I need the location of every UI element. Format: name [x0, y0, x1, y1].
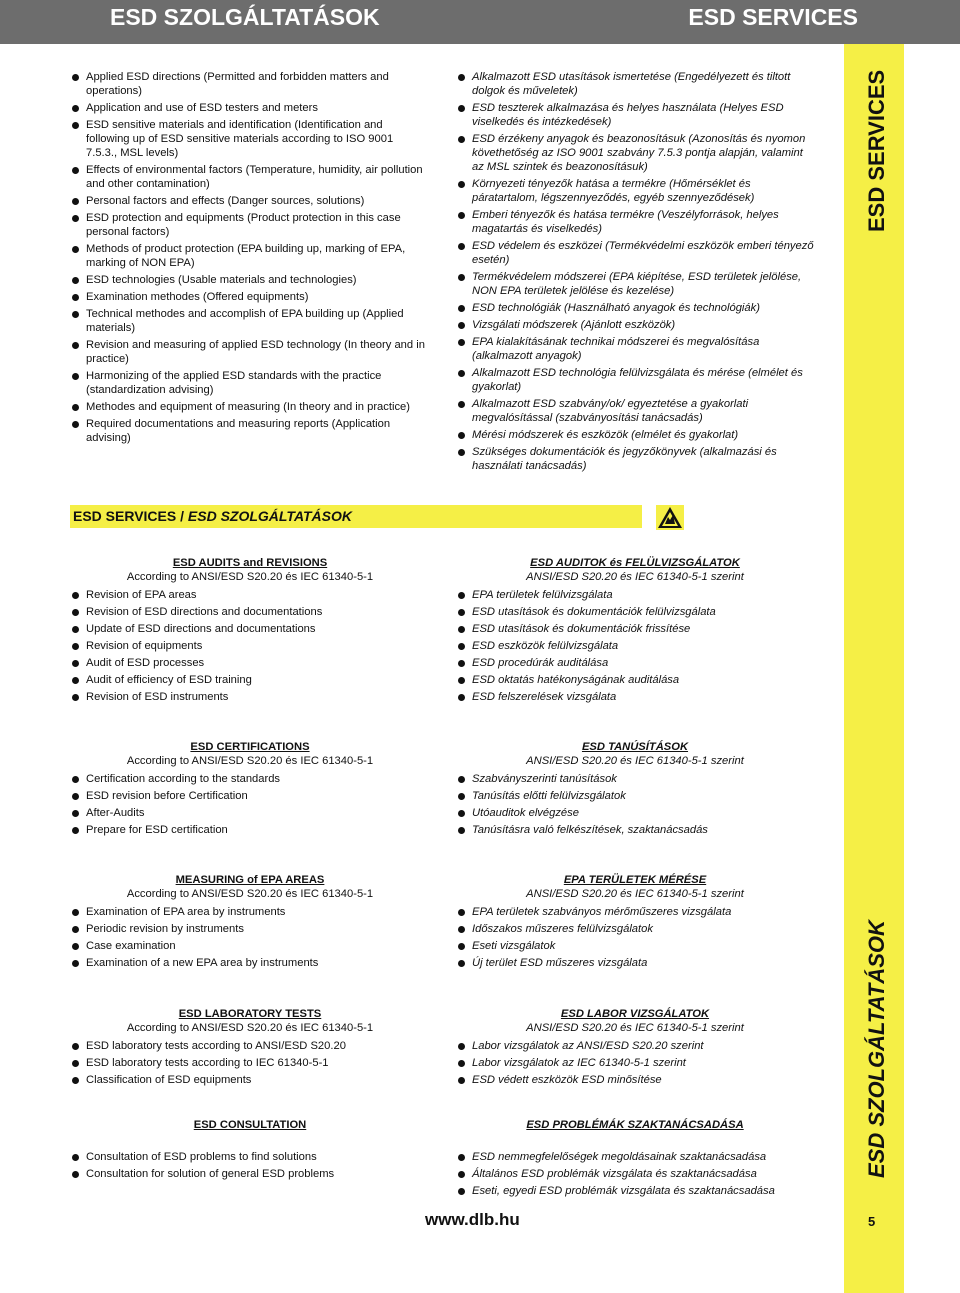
- section-subtitle: According to ANSI/ESD S20.20 és IEC 61340-5-1: [126, 755, 374, 767]
- list-item: Vizsgálati módszerek (Ajánlott eszközök): [456, 318, 814, 332]
- esd-warning-icon: [656, 505, 684, 530]
- list-item: Mérési módszerek és eszközök (elmélet és gyakorlat): [456, 428, 814, 442]
- list-item: Környezeti tényezők hatása a termékre (Hőmérséklet és páratartalom, légszennyeződés, egyéb szennyeződések): [456, 177, 814, 205]
- section-list: [70, 588, 430, 704]
- services-bar-title-hu: ESD SZOLGÁLTATÁSOK: [187, 508, 353, 524]
- list-item: Revision of EPA areas: [70, 588, 430, 602]
- list-item: Eseti, egyedi ESD problémák vizsgálata és szaktanácsadása: [456, 1184, 814, 1198]
- service-section: [70, 1007, 430, 1090]
- section-title: ESD CERTIFICATIONS: [190, 741, 310, 753]
- section-list: [456, 1039, 814, 1087]
- list-item: ESD védelem és eszközei (Termékvédelmi eszközök emberi tényező esetén): [456, 239, 814, 267]
- list-item: Technical methodes and accomplish of EPA building up (Applied materials): [70, 307, 425, 335]
- list-item: Általános ESD problémák vizsgálata és szaktanácsadása: [456, 1167, 814, 1181]
- section-title: EPA TERÜLETEK MÉRÉSE: [563, 874, 707, 886]
- list-item: After-Audits: [70, 806, 430, 820]
- list-item: ESD protection and equipments (Product protection in this case personal factors): [70, 211, 425, 239]
- service-section: [456, 556, 814, 707]
- section-title: ESD AUDITOK és FELÜLVIZSGÁLATOK: [530, 557, 740, 569]
- list-item: Update of ESD directions and documentations: [70, 622, 430, 636]
- section-list: [70, 1150, 430, 1181]
- list-item: ESD oktatás hatékonyságának auditálása: [456, 673, 814, 687]
- list-item: ESD laboratory tests according to IEC 61340-5-1: [70, 1056, 430, 1070]
- section-subtitle: ANSI/ESD S20.20 és IEC 61340-5-1 szerint: [526, 755, 744, 767]
- list-item: Revision of equipments: [70, 639, 430, 653]
- service-section: [70, 556, 430, 707]
- list-item: Effects of environmental factors (Temperature, humidity, air pollution and other contamination): [70, 163, 425, 191]
- intro-list-hu: [456, 70, 814, 476]
- section-list: [456, 905, 814, 970]
- list-item: Eseti vizsgálatok: [456, 939, 814, 953]
- list-item: Methodes and equipment of measuring (In theory and in practice): [70, 400, 425, 414]
- section-title: ESD AUDITS and REVISIONS: [172, 557, 328, 569]
- list-item: EPA kialakításának technikai módszerei és megvalósítása (alkalmazott anyagok): [456, 335, 814, 363]
- list-item: Revision of ESD instruments: [70, 690, 430, 704]
- list-item: Prepare for ESD certification: [70, 823, 430, 837]
- list-item: Emberi tényezők és hatása termékre (Veszélyforrások, helyes magatartás és viselkedés): [456, 208, 814, 236]
- section-title: ESD TANÚSÍTÁSOK: [581, 741, 689, 753]
- list-item: Tanúsítás előtti felülvizsgálatok: [456, 789, 814, 803]
- service-section: [70, 1118, 430, 1184]
- list-item: Examination methodes (Offered equipments): [70, 290, 425, 304]
- intro-list-en: [70, 70, 425, 448]
- list-item: Labor vizsgálatok az IEC 61340-5-1 szerint: [456, 1056, 814, 1070]
- list-item: Personal factors and effects (Danger sources, solutions): [70, 194, 425, 208]
- section-title: ESD LABORATORY TESTS: [178, 1008, 322, 1020]
- list-item: Termékvédelem módszerei (EPA kiépítése, ESD területek jelölése, NON EPA területek jelölése és kezelése): [456, 270, 814, 298]
- header-title-hu: ESD SZOLGÁLTATÁSOK: [110, 4, 380, 30]
- list-item: Case examination: [70, 939, 430, 953]
- list-item: Audit of efficiency of ESD training: [70, 673, 430, 687]
- sidebar-title-hu: ESD SZOLGÁLTATÁSOK: [864, 920, 889, 1178]
- section-title: ESD LABOR VIZSGÁLATOK: [560, 1008, 710, 1020]
- section-subtitle: According to ANSI/ESD S20.20 és IEC 61340-5-1: [126, 571, 374, 583]
- list-item: Utóauditok elvégzése: [456, 806, 814, 820]
- list-item: ESD sensitive materials and identification (Identification and following up of ESD sensitive materials according to ISO 9001 7.5.3., MSL levels): [70, 118, 425, 160]
- list-item: Examination of a new EPA area by instruments: [70, 956, 430, 970]
- list-item: Required documentations and measuring reports (Application advising): [70, 417, 425, 445]
- list-item: ESD védett eszközök ESD minősítése: [456, 1073, 814, 1087]
- list-item: ESD érzékeny anyagok és beazonosításuk (Azonosítás és nyomon követhetőség az ISO 9001 szabvány 7.5.3 pontja alapján, valamint az MSL szintek és beazonosításuk): [456, 132, 814, 174]
- section-title: ESD CONSULTATION: [193, 1119, 307, 1131]
- section-list: [456, 588, 814, 704]
- list-item: Methods of product protection (EPA building up, marking of EPA, marking of NON EPA): [70, 242, 425, 270]
- list-item: Időszakos műszeres felülvizsgálatok: [456, 922, 814, 936]
- list-item: Revision of ESD directions and documentations: [70, 605, 430, 619]
- service-section: [456, 1118, 814, 1201]
- section-list: [70, 1039, 430, 1087]
- list-item: Applied ESD directions (Permitted and forbidden matters and operations): [70, 70, 425, 98]
- footer-url: www.dlb.hu: [425, 1210, 520, 1229]
- list-item: ESD laboratory tests according to ANSI/ESD S20.20: [70, 1039, 430, 1053]
- services-bar: [70, 505, 642, 528]
- list-item: Szükséges dokumentációk és jegyzőkönyvek (alkalmazási és használati tanácsadás): [456, 445, 814, 473]
- list-item: Alkalmazott ESD technológia felülvizsgálata és mérése (elmélet és gyakorlat): [456, 366, 814, 394]
- list-item: Szabványszerinti tanúsítások: [456, 772, 814, 786]
- list-item: ESD technologies (Usable materials and technologies): [70, 273, 425, 287]
- list-item: Certification according to the standards: [70, 772, 430, 786]
- list-item: ESD technológiák (Használható anyagok és technológiák): [456, 301, 814, 315]
- service-section: [456, 740, 814, 840]
- list-item: ESD procedúrák auditálása: [456, 656, 814, 670]
- list-item: ESD utasítások és dokumentációk frissítése: [456, 622, 814, 636]
- list-item: Examination of EPA area by instruments: [70, 905, 430, 919]
- sidebar-title-en: ESD SERVICES: [864, 69, 889, 232]
- section-subtitle: ANSI/ESD S20.20 és IEC 61340-5-1 szerint: [526, 571, 744, 583]
- list-item: Audit of ESD processes: [70, 656, 430, 670]
- section-subtitle: ANSI/ESD S20.20 és IEC 61340-5-1 szerint: [526, 888, 744, 900]
- list-item: Classification of ESD equipments: [70, 1073, 430, 1087]
- section-title: MEASURING of EPA AREAS: [175, 874, 325, 886]
- page-header: [0, 0, 960, 44]
- list-item: Revision and measuring of applied ESD technology (In theory and in practice): [70, 338, 425, 366]
- list-item: EPA területek felülvizsgálata: [456, 588, 814, 602]
- list-item: Harmonizing of the applied ESD standards with the practice (standardization advising): [70, 369, 425, 397]
- section-subtitle: According to ANSI/ESD S20.20 és IEC 61340-5-1: [126, 1022, 374, 1034]
- list-item: EPA területek szabványos mérőműszeres vizsgálata: [456, 905, 814, 919]
- list-item: ESD utasítások és dokumentációk felülvizsgálata: [456, 605, 814, 619]
- list-item: ESD nemmegfelelőségek megoldásainak szaktanácsadása: [456, 1150, 814, 1164]
- list-item: ESD eszközök felülvizsgálata: [456, 639, 814, 653]
- services-bar-title: [73, 508, 352, 524]
- section-list: [456, 1150, 814, 1198]
- list-item: Alkalmazott ESD utasítások ismertetése (Engedélyezett és tiltott dolgok és műveletek): [456, 70, 814, 98]
- list-item: Consultation for solution of general ESD problems: [70, 1167, 430, 1181]
- list-item: Tanúsításra való felkészítések, szaktanácsadás: [456, 823, 814, 837]
- services-bar-title-en: ESD SERVICES /: [73, 508, 188, 524]
- list-item: Periodic revision by instruments: [70, 922, 430, 936]
- section-subtitle: According to ANSI/ESD S20.20 és IEC 61340-5-1: [126, 888, 374, 900]
- header-title-en: ESD SERVICES: [688, 4, 858, 30]
- list-item: ESD revision before Certification: [70, 789, 430, 803]
- section-list: [70, 905, 430, 970]
- list-item: Consultation of ESD problems to find solutions: [70, 1150, 430, 1164]
- list-item: ESD felszerelések vizsgálata: [456, 690, 814, 704]
- section-title: ESD PROBLÉMÁK SZAKTANÁCSADÁSA: [526, 1119, 744, 1131]
- service-section: [70, 873, 430, 973]
- page-number: 5: [868, 1214, 876, 1229]
- list-item: Alkalmazott ESD szabvány/ok/ egyeztetése a gyakorlati megvalósítással (szabványosítási tanácsadás): [456, 397, 814, 425]
- list-item: Application and use of ESD testers and meters: [70, 101, 425, 115]
- list-item: Új terület ESD műszeres vizsgálata: [456, 956, 814, 970]
- section-subtitle: ANSI/ESD S20.20 és IEC 61340-5-1 szerint: [526, 1022, 744, 1034]
- service-section: [70, 740, 430, 840]
- section-list: [70, 772, 430, 837]
- list-item: ESD teszterek alkalmazása és helyes használata (Helyes ESD viselkedés és intézkedések): [456, 101, 814, 129]
- service-section: [456, 873, 814, 973]
- section-list: [456, 772, 814, 837]
- service-section: [456, 1007, 814, 1090]
- list-item: Labor vizsgálatok az ANSI/ESD S20.20 szerint: [456, 1039, 814, 1053]
